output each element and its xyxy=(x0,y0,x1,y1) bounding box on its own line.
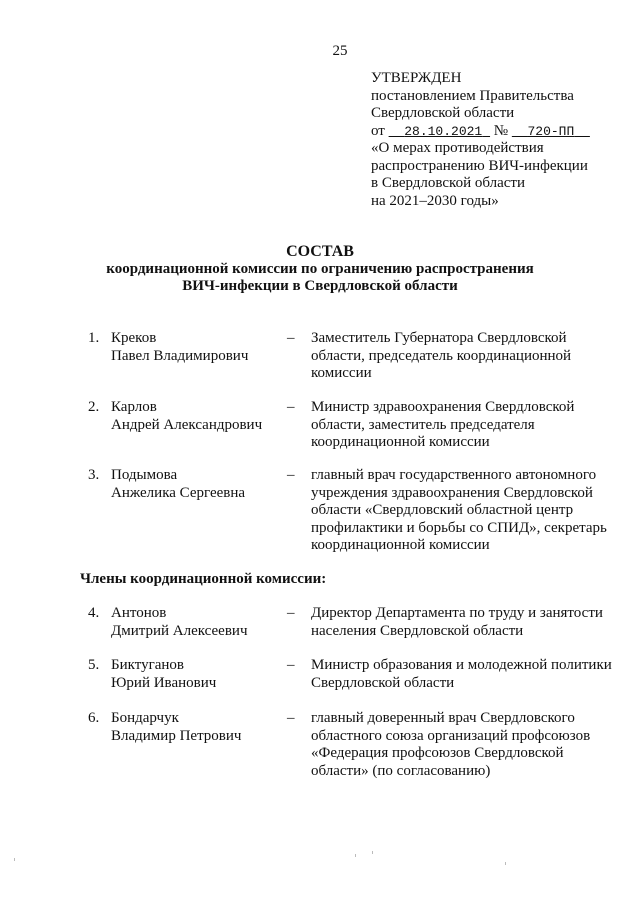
person-name xyxy=(111,710,281,745)
document-title: СОСТАВ xyxy=(286,243,354,260)
document-subtitle-line: ВИЧ-инфекции в Свердловской области xyxy=(182,278,458,294)
approval-status: УТВЕРЖДЕН xyxy=(371,70,462,86)
surname: Креков xyxy=(111,330,157,346)
given-name: Юрий Иванович xyxy=(111,674,217,691)
approval-title-line: распространению ВИЧ-инфекции xyxy=(371,157,588,174)
approval-line: постановлением Правительства xyxy=(371,87,574,104)
surname: Карлов xyxy=(111,399,157,415)
scan-artifact xyxy=(505,862,506,865)
person-name xyxy=(111,330,281,365)
item-number: 2. xyxy=(88,399,100,415)
scan-artifact xyxy=(372,851,373,854)
position-description: главный врач государственного автономного учреждения здравоохранения Свердловской области «Свердловский областной центр профилактики и борьбы со СПИД», секретарь координационной комиссии xyxy=(311,467,607,553)
approval-date-line xyxy=(371,123,631,141)
document-heading xyxy=(60,243,580,296)
position-description: Министр образования и молодежной политики Свердловской области xyxy=(311,657,612,691)
surname: Биктуганов xyxy=(111,657,185,673)
scan-artifact xyxy=(355,854,356,857)
dash: – xyxy=(287,399,295,415)
given-name: Анжелика Сергеевна xyxy=(111,484,246,501)
approval-title-line: «О мерах противодействия xyxy=(371,140,544,156)
given-name: Павел Владимирович xyxy=(111,347,249,364)
given-name: Владимир Петрович xyxy=(111,727,242,744)
given-name: Дмитрий Алексеевич xyxy=(111,622,248,639)
person-name xyxy=(111,467,281,502)
given-name: Андрей Александрович xyxy=(111,416,263,433)
approval-number: 720-ПП xyxy=(527,123,575,139)
approval-title-line: на 2021–2030 годы» xyxy=(371,192,499,209)
number-prefix: № xyxy=(493,122,509,139)
dash: – xyxy=(287,467,295,483)
approval-line: Свердловской области xyxy=(371,105,515,121)
surname: Подымова xyxy=(111,467,178,483)
item-number: 3. xyxy=(88,467,100,483)
position-description: Директор Департамента по труду и занятости населения Свердловской области xyxy=(311,605,603,639)
scan-artifact xyxy=(14,858,15,861)
item-number: 1. xyxy=(88,330,100,346)
person-name xyxy=(111,399,281,434)
page-number: 25 xyxy=(332,43,348,59)
dash: – xyxy=(287,330,295,346)
approval-date: 28.10.2021 xyxy=(404,123,483,139)
surname: Антонов xyxy=(111,605,167,621)
date-prefix: от xyxy=(371,122,385,139)
person-name xyxy=(111,605,281,640)
dash: – xyxy=(287,605,295,621)
dash: – xyxy=(287,710,295,726)
person-name xyxy=(111,657,281,692)
item-number: 6. xyxy=(88,710,100,726)
surname: Бондарчук xyxy=(111,710,179,726)
approval-stamp xyxy=(371,70,631,210)
members-heading: Члены координационной комиссии: xyxy=(80,571,327,587)
dash: – xyxy=(287,657,295,673)
item-number: 4. xyxy=(88,605,100,621)
position-description: главный доверенный врач Свердловского областного союза организаций профсоюзов «Федерация профсоюзов Свердловской области» (по согласованию) xyxy=(311,710,591,779)
position-description: Заместитель Губернатора Свердловской области, председатель координационной комиссии xyxy=(311,330,572,381)
approval-title-line: в Свердловской области xyxy=(371,175,526,191)
document-subtitle-line: координационной комиссии по ограничению распространения xyxy=(106,260,534,277)
item-number: 5. xyxy=(88,657,100,673)
position-description: Министр здравоохранения Свердловской области, заместитель председателя координационной комиссии xyxy=(311,399,575,450)
